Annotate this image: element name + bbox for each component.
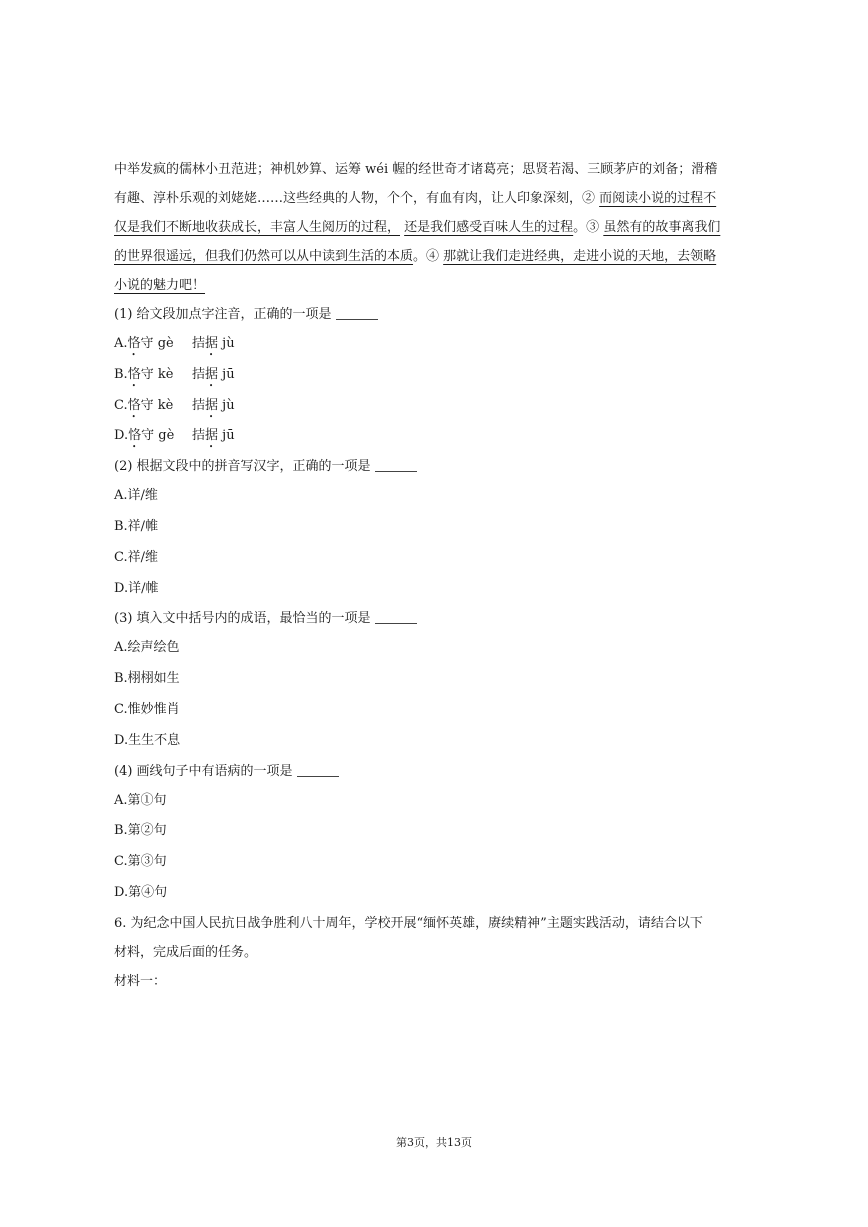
task-6-line-2: 材料，完成后面的任务。 (114, 944, 258, 960)
option-b: B.栩栩如生 (114, 671, 180, 687)
passage-line-5 (114, 271, 764, 300)
option-pinyin: kè (157, 397, 174, 413)
option-word: 恪守 (127, 366, 154, 382)
underlined-sentence-4: 那就让我们走进经典，走进小说的天地，去领略 (443, 249, 717, 264)
option-b (114, 360, 764, 391)
underlined-sentence-2: 而阅读小说的过程不 (599, 191, 717, 206)
passage (114, 155, 764, 300)
question-stem (114, 300, 764, 329)
passage-line-4 (114, 242, 764, 271)
passage-line-2 (114, 184, 764, 213)
underlined-sentence-3: 虽然有的故事离我们 (603, 220, 721, 235)
option-word: 恪守 (127, 336, 154, 351)
question-2 (114, 452, 764, 604)
option-d: D.详/帷 (114, 580, 159, 596)
option-c (114, 391, 764, 422)
option-pinyin: jū (222, 428, 235, 444)
passage-text: 。③ (573, 220, 604, 235)
option-label: D. (114, 428, 129, 444)
answer-blank (297, 775, 339, 777)
option-word: 拮据 (192, 397, 219, 413)
option-a: A.第①句 (114, 792, 167, 808)
option-a (114, 329, 764, 360)
option-pinyin: jù (222, 336, 235, 351)
task-6-line-1: 6. 为纪念中国人民抗日战争胜利八十周年，学校开展“缅怀英雄，赓续精神”主题实践活动，请结合以下 (114, 915, 703, 931)
option-pinyin: kè (157, 366, 174, 382)
answer-blank (336, 318, 378, 320)
option-c: C.第③句 (114, 854, 167, 870)
stem-text: (3) 填入文中括号内的成语，最恰当的一项是 (114, 611, 371, 627)
option-b: B.祥/帷 (114, 518, 159, 534)
option-d (114, 421, 764, 452)
underlined-sentence-2-cont: 仅是我们不断地收获成长，丰富人生阅历的过程， (114, 220, 401, 235)
option-a: A.绘声绘色 (114, 640, 180, 656)
stem-text: (2) 根据文段中的拼音写汉字，正确的一项是 (114, 459, 371, 475)
option-label: C. (114, 397, 128, 413)
answer-blank (375, 470, 417, 472)
page-content (114, 155, 764, 996)
option-b: B.第②句 (114, 823, 167, 839)
answer-blank (375, 622, 417, 624)
option-pinyin: gè (158, 428, 175, 444)
stem-text: (4) 画线句子中有语病的一项是 (114, 763, 293, 779)
question-stem (114, 604, 764, 633)
option-c: C.惟妙惟肖 (114, 701, 180, 717)
option-d: D.第④句 (114, 884, 168, 900)
question-stem (114, 757, 764, 786)
passage-text: 有趣、淳朴乐观的刘姥姥……这些经典的人物，个个，有血有肉，让人印象深刻，② (114, 191, 600, 206)
passage-line-3 (114, 213, 764, 242)
underlined-sentence-2-end: 还是我们感受百味人生的过程 (404, 220, 574, 235)
question-3 (114, 604, 764, 756)
page-number-footer: 第3页，共13页 (396, 1136, 472, 1149)
option-a: A.详/维 (114, 488, 158, 504)
option-pinyin: jū (222, 366, 235, 382)
option-label: A. (114, 336, 128, 351)
task-6 (114, 909, 764, 996)
option-word: 拮据 (192, 428, 219, 444)
option-d: D.生生不息 (114, 732, 181, 748)
question-4 (114, 757, 764, 909)
question-stem (114, 452, 764, 481)
underlined-sentence-4-cont: 小说的魅力吧！ (114, 278, 206, 293)
underlined-sentence-3-cont: 的世界很遥远，但我们仍然可以从中读到生活的本质 (114, 249, 414, 264)
question-1 (114, 300, 764, 452)
option-pinyin: gè (157, 336, 174, 351)
passage-line-1: 中举发疯的儒林小丑范进；神机妙算、运筹 wéi 幄的经世奇才诸葛亮；思贤若渴、三顾茅庐的刘备；滑稽 (114, 162, 718, 177)
material-1-label: 材料一： (114, 973, 167, 989)
passage-text: 。④ (413, 249, 444, 264)
option-word: 拮据 (192, 366, 219, 382)
option-word: 恪守 (127, 397, 154, 413)
option-label: B. (114, 366, 128, 382)
option-word: 拮据 (192, 336, 219, 351)
option-word: 恪守 (128, 428, 155, 444)
option-pinyin: jù (222, 397, 235, 413)
option-c: C.祥/维 (114, 549, 158, 565)
stem-text: (1) 给文段加点字注音，正确的一项是 (114, 307, 332, 322)
